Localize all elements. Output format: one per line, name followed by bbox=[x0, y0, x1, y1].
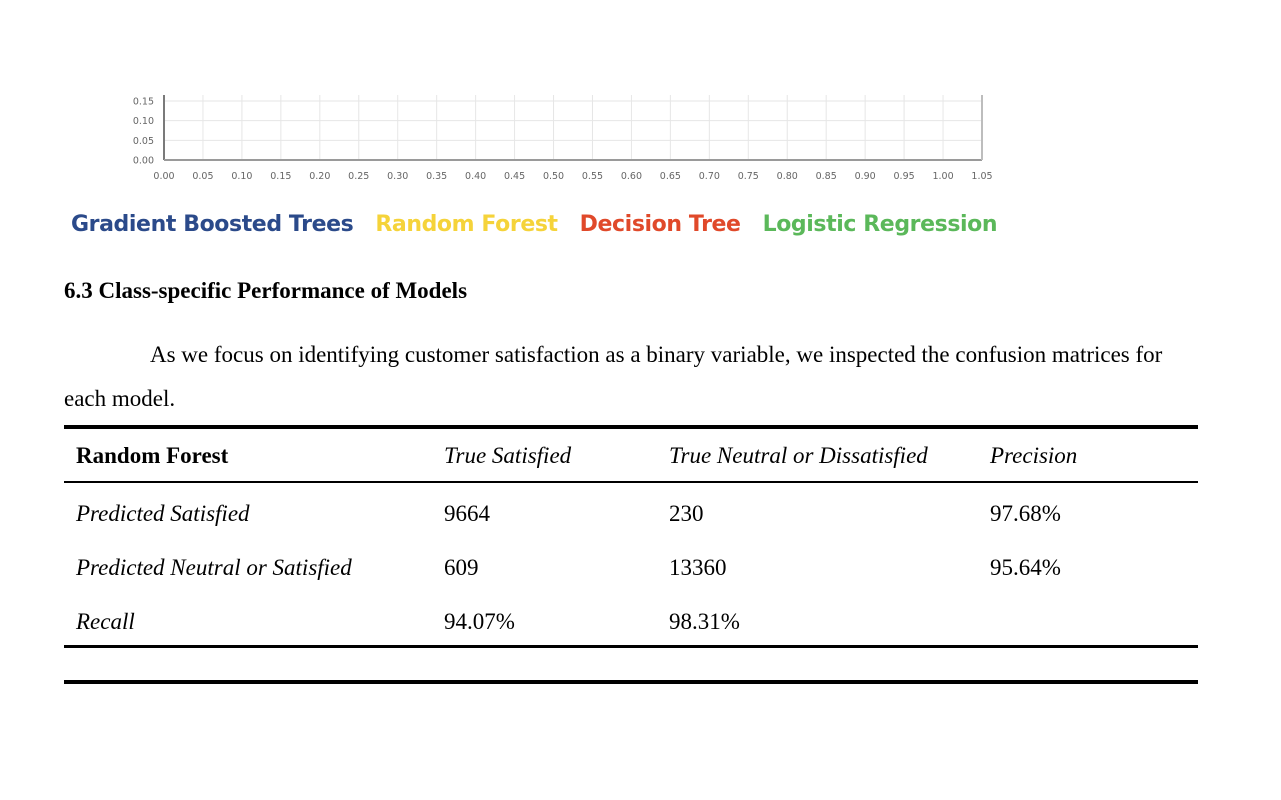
roc-chart-fragment bbox=[120, 95, 1000, 190]
x-tick-label: 0.50 bbox=[542, 171, 565, 182]
header-true-neutral: True Neutral or Dissatisfied bbox=[669, 443, 928, 468]
table-cell: 609 bbox=[444, 555, 479, 580]
y-tick-label: 0.00 bbox=[132, 155, 154, 167]
table-end-rule bbox=[64, 680, 1198, 684]
x-tick-label: 0.40 bbox=[465, 171, 487, 182]
x-tick-label: 0.65 bbox=[659, 171, 681, 182]
table-cell: 230 bbox=[669, 501, 704, 526]
x-tick-label: 0.05 bbox=[192, 171, 214, 182]
row-label: Recall bbox=[76, 609, 135, 634]
x-tick-label: 0.25 bbox=[348, 171, 370, 182]
x-tick-label: 0.80 bbox=[776, 171, 798, 182]
x-tick-label: 0.55 bbox=[581, 171, 604, 182]
section-paragraph bbox=[64, 333, 1204, 421]
header-true-satisfied: True Satisfied bbox=[444, 443, 572, 468]
legend-item-decision-tree: Decision Tree bbox=[579, 212, 741, 237]
x-tick-label: 0.75 bbox=[737, 171, 759, 182]
y-tick-label: 0.15 bbox=[132, 96, 154, 108]
x-tick-label: 0.30 bbox=[387, 171, 409, 182]
x-tick-label: 1.05 bbox=[971, 171, 993, 182]
x-tick-label: 0.90 bbox=[854, 171, 876, 182]
confusion-matrix-table bbox=[64, 431, 1198, 649]
table-row bbox=[64, 595, 1198, 649]
table-row bbox=[64, 541, 1198, 595]
x-tick-label: 0.20 bbox=[309, 171, 331, 182]
x-tick-label: 0.85 bbox=[815, 171, 837, 182]
x-tick-label: 0.00 bbox=[153, 171, 175, 182]
table-cell: 13360 bbox=[669, 555, 727, 580]
header-model: Random Forest bbox=[76, 443, 229, 468]
table-row bbox=[64, 481, 1198, 541]
legend-item-logistic-regression: Logistic Regression bbox=[762, 212, 998, 237]
x-tick-label: 1.00 bbox=[932, 171, 954, 182]
x-tick-label: 0.70 bbox=[698, 171, 720, 182]
x-tick-label: 0.10 bbox=[231, 171, 253, 182]
table-cell bbox=[978, 595, 1198, 649]
row-label: Predicted Satisfied bbox=[76, 501, 250, 526]
paragraph-text: As we focus on identifying customer satisfaction as a binary variable, we inspected the confusion matrices for each model. bbox=[64, 342, 1163, 411]
row-label: Predicted Neutral or Satisfied bbox=[76, 555, 352, 580]
table-cell: 97.68% bbox=[990, 501, 1061, 526]
x-tick-label: 0.15 bbox=[270, 171, 292, 182]
table-top-rule bbox=[64, 425, 1198, 429]
x-tick-label: 0.35 bbox=[426, 171, 448, 182]
table-cell: 95.64% bbox=[990, 555, 1061, 580]
table-cell: 98.31% bbox=[669, 609, 740, 634]
legend-item-gradient-boosted-trees: Gradient Boosted Trees bbox=[71, 212, 354, 237]
table-cell: 9664 bbox=[444, 501, 490, 526]
section-heading: 6.3 Class-specific Performance of Models bbox=[64, 278, 468, 303]
chart-svg bbox=[120, 95, 1000, 190]
y-tick-label: 0.10 bbox=[132, 116, 154, 128]
legend-item-random-forest: Random Forest bbox=[375, 212, 558, 237]
chart-legend bbox=[71, 212, 1019, 237]
y-tick-label: 0.05 bbox=[132, 135, 154, 147]
header-precision: Precision bbox=[990, 443, 1078, 468]
x-tick-label: 0.45 bbox=[503, 171, 526, 182]
x-tick-label: 0.60 bbox=[620, 171, 643, 182]
x-tick-label: 0.95 bbox=[893, 171, 915, 182]
table-header-row bbox=[64, 431, 1198, 481]
table-cell: 94.07% bbox=[444, 609, 515, 634]
